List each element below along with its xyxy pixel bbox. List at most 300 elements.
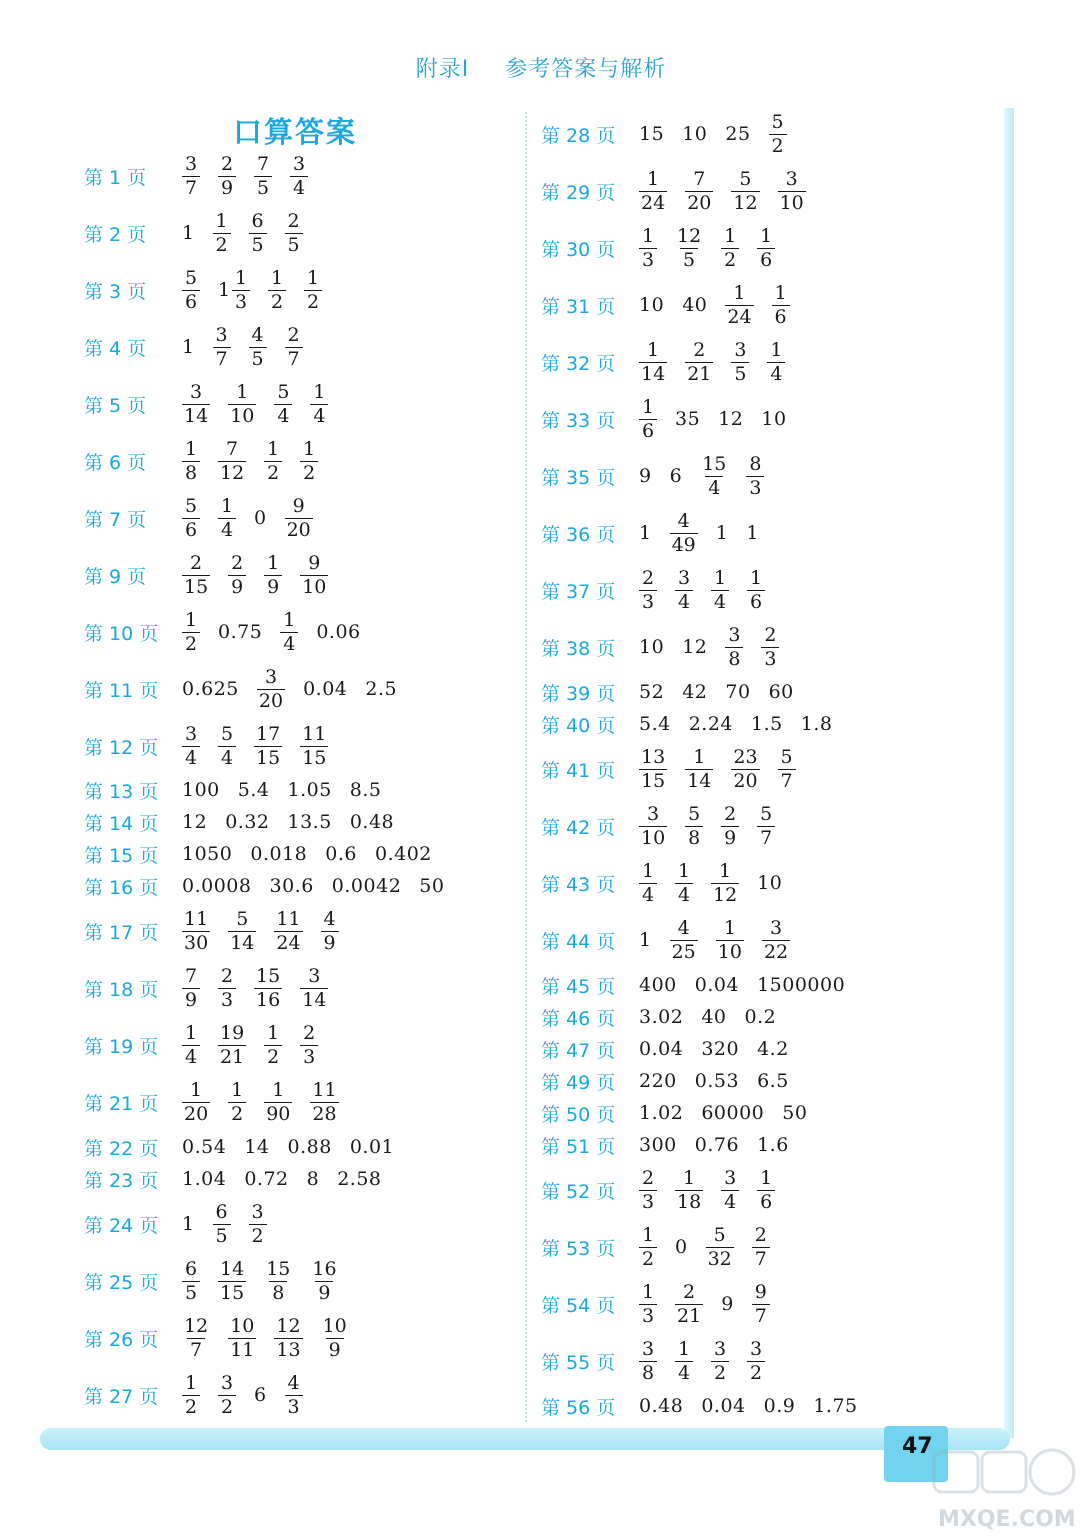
answer-value: 1 (182, 336, 195, 358)
answer-value (639, 1166, 657, 1213)
fraction: $\frac{3}{4}$ (721, 1169, 739, 1212)
page-label: 第 38 页 (541, 637, 616, 660)
answer-value: 60 (768, 681, 794, 703)
page-label: 第 22 页 (84, 1137, 159, 1160)
page-label: 第 30 页 (541, 238, 616, 261)
answer-value (182, 494, 200, 541)
fraction: $\frac{16}{9}$ (312, 1257, 337, 1304)
answer-value: 0.04 (694, 974, 740, 996)
answer-value (675, 566, 693, 613)
answer-value: 4.2 (757, 1038, 789, 1060)
answer-value: 6.5 (757, 1070, 789, 1092)
page-label: 第 50 页 (541, 1103, 616, 1126)
answer-row (541, 1381, 876, 1431)
answer-value: 10 (757, 872, 783, 894)
answer-value (268, 266, 286, 313)
answer-value: 6 (254, 1384, 267, 1406)
answer-value (700, 452, 728, 499)
answer-value (639, 745, 667, 792)
answer-value: 52 (639, 681, 665, 703)
fraction: $\frac{8}{3}$ (746, 455, 764, 498)
answer-row (84, 1370, 321, 1420)
page-label: 第 47 页 (541, 1039, 616, 1062)
answer-value (182, 964, 200, 1011)
fraction: $\frac{12}{7}$ (184, 1314, 209, 1361)
answer-value (685, 802, 703, 849)
answer-value (639, 1223, 657, 1270)
answer-value (290, 152, 308, 199)
answer-row (541, 280, 808, 330)
fraction: $\frac{1}{2}$ (300, 440, 318, 483)
answer-value (762, 916, 790, 963)
fraction: $\frac{10}{11}$ (230, 1314, 255, 1361)
answer-value: 0 (675, 1236, 688, 1258)
fraction: $\frac{5}{2}$ (769, 113, 787, 156)
answer-value: 1.02 (639, 1102, 684, 1124)
fraction: $\frac{1}{2}$ (639, 1226, 657, 1269)
page-label: 第 5 页 (84, 394, 147, 417)
answer-value (767, 338, 785, 385)
fraction: $\frac{1}{4}$ (280, 611, 298, 654)
answer-row (84, 151, 326, 201)
fraction: $\frac{1}{24}$ (641, 167, 666, 214)
fraction: $\frac{11}{30}$ (184, 907, 209, 954)
fraction: $\frac{1}{2}$ (721, 227, 739, 270)
answer-value (213, 209, 231, 256)
fraction: $\frac{1}{2}$ (182, 611, 200, 654)
fraction: $\frac{12}{13}$ (276, 1314, 301, 1361)
fraction: $\frac{9}{7}$ (752, 1283, 770, 1326)
fraction: $\frac{1}{90}$ (266, 1078, 291, 1125)
answer-value: 1.6 (757, 1134, 789, 1156)
page-title: 口算答案 (232, 115, 357, 149)
page-label: 第 16 页 (84, 876, 159, 899)
page-label: 第 32 页 (541, 352, 616, 375)
answer-row (84, 1154, 400, 1204)
answer-value: 0.04 (701, 1395, 746, 1417)
answer-value (264, 1257, 292, 1304)
answer-row (541, 915, 808, 965)
fraction: $\frac{2}{9}$ (228, 554, 246, 597)
fraction: $\frac{1}{20}$ (184, 1078, 209, 1125)
answer-row (541, 699, 850, 749)
answer-value (725, 623, 743, 670)
answer-value (721, 1166, 739, 1213)
fraction: $\frac{1}{14}$ (641, 338, 666, 385)
page-label: 第 39 页 (541, 682, 616, 705)
fraction: $\frac{3}{22}$ (763, 916, 789, 963)
fraction: $\frac{7}{5}$ (254, 155, 272, 198)
fraction: $\frac{2}{7}$ (285, 326, 303, 369)
answer-row (84, 436, 336, 486)
answer-value: 13.5 (287, 811, 332, 833)
fraction: $\frac{1}{4}$ (639, 862, 657, 905)
fraction: $\frac{1}{2}$ (264, 1024, 282, 1067)
answer-value: 0.6 (325, 843, 357, 865)
fraction: $\frac{6}{5}$ (249, 212, 267, 255)
answer-value (639, 167, 667, 214)
fraction: $\frac{4}{9}$ (321, 910, 339, 953)
answer-row (541, 858, 800, 908)
answer-value (310, 1257, 338, 1304)
answer-value (716, 916, 744, 963)
answer-value: 1 (639, 522, 652, 544)
answer-value (249, 323, 267, 370)
answer-row (84, 550, 346, 600)
fraction: $\frac{3}{7}$ (182, 155, 200, 198)
answer-value: 6 (669, 465, 683, 487)
fraction: $\frac{1}{2}$ (268, 269, 286, 312)
page-label: 第 31 页 (541, 295, 616, 318)
answer-value (639, 802, 667, 849)
answer-value: 10 (639, 636, 665, 658)
fraction: $\frac{2}{21}$ (687, 338, 712, 385)
answer-value (228, 551, 246, 598)
answer-row (541, 508, 777, 558)
answer-value: 2.24 (688, 713, 734, 735)
answer-value (182, 152, 200, 199)
page-label: 第 29 页 (541, 181, 616, 204)
fraction: $\frac{1}{2}$ (264, 440, 282, 483)
fraction: $\frac{5}{7}$ (757, 805, 775, 848)
answer-value (711, 1337, 729, 1384)
answer-value: 300 (639, 1134, 677, 1156)
fraction: $\frac{15}{8}$ (266, 1257, 291, 1304)
answer-row (541, 1336, 783, 1386)
answer-value (304, 266, 322, 313)
answer-value: 1 (746, 522, 759, 544)
answer-row (84, 664, 415, 714)
answer-value (218, 437, 246, 484)
answer-row (84, 963, 346, 1013)
answer-row (84, 265, 340, 315)
answer-value: 0 (254, 507, 267, 529)
answer-value: 1050 (182, 843, 233, 865)
answer-value (249, 1200, 267, 1247)
answer-value: 0.04 (639, 1038, 684, 1060)
answer-value (725, 281, 753, 328)
fraction: $\frac{6}{5}$ (213, 1203, 231, 1246)
fraction: $\frac{1}{6}$ (639, 398, 657, 441)
fraction: $\frac{3}{8}$ (725, 626, 743, 669)
fraction: $\frac{1}{4}$ (675, 862, 693, 905)
fraction: $\frac{12}{5}$ (677, 224, 702, 271)
answer-value: 1500000 (757, 974, 846, 996)
answer-value (639, 224, 657, 271)
answer-value (228, 907, 256, 954)
answer-row (541, 1120, 807, 1170)
answer-value: 220 (639, 1070, 677, 1092)
answer-value (757, 1166, 775, 1213)
page-label: 第 15 页 (84, 844, 159, 867)
answer-value: 1.8 (800, 713, 833, 735)
answer-value: 0.402 (374, 843, 432, 865)
answer-value: 30.6 (269, 875, 314, 897)
fraction: $\frac{1}{3}$ (639, 227, 657, 270)
fraction: $\frac{3}{4}$ (182, 725, 200, 768)
fraction: $\frac{4}{5}$ (249, 326, 267, 369)
answer-row (84, 721, 346, 771)
answer-value: 9 (639, 465, 652, 487)
answer-value (675, 1166, 703, 1213)
fraction: $\frac{2}{3}$ (218, 967, 236, 1010)
answer-value (746, 452, 764, 499)
answer-value: 9 (721, 1293, 734, 1315)
fraction: $\frac{13}{15}$ (641, 745, 666, 792)
page-label: 第 46 页 (541, 1007, 616, 1030)
answer-row (541, 1222, 788, 1272)
fraction: $\frac{19}{21}$ (220, 1021, 245, 1068)
answer-value: 40 (682, 294, 708, 316)
answer-value (639, 1280, 657, 1327)
fraction: $\frac{1}{6}$ (757, 1169, 775, 1212)
answer-value (254, 722, 282, 769)
answer-value: 0.01 (349, 1136, 395, 1158)
page-number: 47 (902, 1434, 933, 1459)
answer-value: 0.48 (349, 811, 395, 833)
answer-value (264, 437, 282, 484)
answer-value (310, 380, 328, 427)
fraction: $\frac{5}{4}$ (274, 383, 292, 426)
page-label: 第 28 页 (541, 124, 616, 147)
answer-value (778, 745, 796, 792)
answer-row (84, 493, 331, 543)
answer-value (213, 323, 231, 370)
answer-value: 1 $\frac{1}{3}$ (218, 269, 250, 312)
answer-value: 0.04 (303, 678, 348, 700)
page-label: 第 44 页 (541, 930, 616, 953)
answer-value: 0.0042 (331, 875, 402, 897)
answer-value (639, 859, 657, 906)
answer-value (731, 167, 759, 214)
fraction: $\frac{1}{9}$ (264, 554, 282, 597)
fraction: $\frac{3}{20}$ (258, 665, 284, 712)
fraction: $\frac{1}{4}$ (310, 383, 328, 426)
answer-value (769, 110, 787, 157)
page-label: 第 35 页 (541, 466, 616, 489)
answer-value (752, 1223, 770, 1270)
answer-value (300, 1021, 318, 1068)
fraction: $\frac{4}{25}$ (671, 916, 696, 963)
answer-value (218, 722, 236, 769)
answer-value (182, 1371, 200, 1418)
page-label: 第 27 页 (84, 1385, 159, 1408)
answer-row (541, 1165, 793, 1215)
fraction: $\frac{4}{49}$ (671, 509, 696, 556)
answer-value: 1 (639, 929, 652, 951)
page-label: 第 40 页 (541, 714, 616, 737)
answer-value (182, 1257, 200, 1304)
page-label: 第 41 页 (541, 759, 616, 782)
fraction: $\frac{5}{32}$ (707, 1223, 732, 1270)
page-label: 第 2 页 (84, 223, 147, 246)
answer-value: 1.04 (182, 1168, 227, 1190)
answer-row (84, 861, 462, 911)
answer-row (541, 565, 783, 615)
fraction: $\frac{10}{9}$ (322, 1314, 347, 1361)
page-label: 第 36 页 (541, 523, 616, 546)
page-label: 第 42 页 (541, 816, 616, 839)
fraction: $\frac{1}{4}$ (711, 569, 729, 612)
fraction: $\frac{3}{10}$ (641, 802, 666, 849)
fraction: $\frac{23}{20}$ (733, 745, 758, 792)
fraction: $\frac{1}{3}$ (232, 269, 250, 312)
answer-value (711, 859, 739, 906)
answer-value: 0.53 (694, 1070, 740, 1092)
fraction: $\frac{7}{20}$ (687, 167, 712, 214)
fraction: $\frac{2}{7}$ (752, 1226, 770, 1269)
answer-value (711, 566, 729, 613)
fraction: $\frac{3}{4}$ (675, 569, 693, 612)
page-label: 第 33 页 (541, 409, 616, 432)
answer-value: 0.32 (225, 811, 270, 833)
answer-value (639, 338, 667, 385)
answer-row (541, 394, 805, 444)
fraction: $\frac{5}{12}$ (733, 167, 758, 214)
page-label: 第 17 页 (84, 921, 159, 944)
answer-value: 8 (306, 1168, 320, 1190)
fraction: $\frac{15}{16}$ (256, 964, 281, 1011)
answer-value (731, 338, 749, 385)
page-label: 第 45 页 (541, 975, 616, 998)
answer-value: 0.625 (182, 678, 239, 700)
answer-value: 0.0008 (182, 875, 252, 897)
fraction: $\frac{5}{7}$ (778, 748, 796, 791)
page-label: 第 19 页 (84, 1035, 159, 1058)
fraction: $\frac{1}{2}$ (228, 1081, 246, 1124)
answer-value (685, 745, 713, 792)
fraction: $\frac{11}{28}$ (312, 1078, 337, 1125)
answer-value: 40 (701, 1006, 727, 1028)
fraction: $\frac{1}{6}$ (747, 569, 765, 612)
fraction: $\frac{5}{4}$ (218, 725, 236, 768)
fraction: $\frac{6}{5}$ (182, 1260, 200, 1303)
answer-value (218, 494, 236, 541)
answer-value (747, 566, 765, 613)
answer-value (300, 551, 328, 598)
fraction: $\frac{5}{14}$ (230, 907, 255, 954)
fraction: $\frac{3}{5}$ (731, 341, 749, 384)
answer-value (639, 1337, 657, 1384)
page-label: 第 52 页 (541, 1180, 616, 1203)
fraction: $\frac{17}{15}$ (256, 722, 281, 769)
fraction: $\frac{1}{10}$ (717, 916, 742, 963)
answer-value (731, 745, 759, 792)
page-label: 第 56 页 (541, 1396, 616, 1419)
answer-row (84, 1020, 336, 1070)
answer-value (182, 608, 200, 655)
answer-value: 12 (718, 408, 744, 430)
fraction: $\frac{3}{2}$ (711, 1340, 729, 1383)
section-label: 参考答案与解析 (505, 57, 667, 82)
fraction: $\frac{15}{4}$ (702, 452, 727, 499)
fraction: $\frac{2}{3}$ (639, 569, 657, 612)
answer-value (249, 209, 267, 256)
fraction: $\frac{9}{20}$ (286, 494, 311, 541)
answer-value (300, 964, 328, 1011)
fraction: $\frac{3}{2}$ (747, 1340, 765, 1383)
answer-row (84, 322, 321, 372)
answer-value (675, 224, 703, 271)
answer-value: 100 (182, 779, 220, 801)
answer-value: 0.72 (244, 1168, 289, 1190)
answer-value (280, 608, 298, 655)
answer-value (285, 1371, 303, 1418)
page-label: 第 1 页 (84, 166, 147, 189)
answer-value: 10 (761, 408, 787, 430)
answer-row (541, 801, 793, 851)
answer-value: 14 (244, 1136, 270, 1158)
answer-value: 5.4 (237, 779, 270, 801)
fraction: $\frac{9}{10}$ (302, 551, 327, 598)
answer-value (321, 907, 339, 954)
answer-row (541, 166, 824, 216)
page-label: 第 26 页 (84, 1328, 159, 1351)
fraction: $\frac{11}{24}$ (276, 907, 301, 954)
fraction: $\frac{5}{6}$ (182, 269, 200, 312)
answer-value (218, 152, 236, 199)
fraction: $\frac{1}{4}$ (767, 341, 785, 384)
page-label: 第 43 页 (541, 873, 616, 896)
fraction: $\frac{1}{6}$ (757, 227, 775, 270)
fraction: $\frac{5}{6}$ (182, 497, 200, 540)
fraction: $\frac{2}{9}$ (218, 155, 236, 198)
answer-value (218, 964, 236, 1011)
answer-value (213, 1200, 231, 1247)
answer-value: 1 (182, 222, 195, 244)
answer-value: 15 (639, 123, 665, 145)
fraction: $\frac{1}{2}$ (304, 269, 322, 312)
fraction: $\frac{3}{8}$ (639, 1340, 657, 1383)
fraction: $\frac{1}{2}$ (213, 212, 231, 255)
answer-value (685, 167, 713, 214)
answer-row (84, 906, 357, 956)
answer-value (218, 1257, 246, 1304)
page-label: 第 23 页 (84, 1169, 159, 1192)
answer-value (257, 665, 285, 712)
page-label: 第 54 页 (541, 1294, 616, 1317)
page-label: 第 13 页 (84, 780, 159, 803)
answer-value (685, 338, 713, 385)
answer-value (761, 623, 779, 670)
answer-row (541, 223, 793, 273)
answer-value: 0.76 (694, 1134, 740, 1156)
answer-value (254, 964, 282, 1011)
fraction: $\frac{2}{21}$ (677, 1280, 702, 1327)
page-label: 第 9 页 (84, 565, 147, 588)
answer-value: 0.018 (250, 843, 308, 865)
answer-value: 10 (639, 294, 665, 316)
answer-value (706, 1223, 734, 1270)
answer-value: 25 (725, 123, 751, 145)
fraction: $\frac{1}{18}$ (677, 1166, 702, 1213)
page-label: 第 53 页 (541, 1237, 616, 1260)
answer-value (285, 494, 313, 541)
answer-value (639, 395, 657, 442)
answer-value (182, 1314, 210, 1361)
fraction: $\frac{1}{12}$ (713, 859, 738, 906)
fraction: $\frac{1}{14}$ (687, 745, 712, 792)
fraction: $\frac{1}{8}$ (182, 440, 200, 483)
page-label: 第 51 页 (541, 1135, 616, 1158)
answer-row (541, 1279, 788, 1329)
fraction: $\frac{14}{15}$ (220, 1257, 245, 1304)
fraction: $\frac{1}{3}$ (639, 1283, 657, 1326)
answer-value (182, 437, 200, 484)
answer-value (228, 380, 256, 427)
fraction: $\frac{1}{4}$ (182, 1024, 200, 1067)
answer-value (218, 1021, 246, 1068)
